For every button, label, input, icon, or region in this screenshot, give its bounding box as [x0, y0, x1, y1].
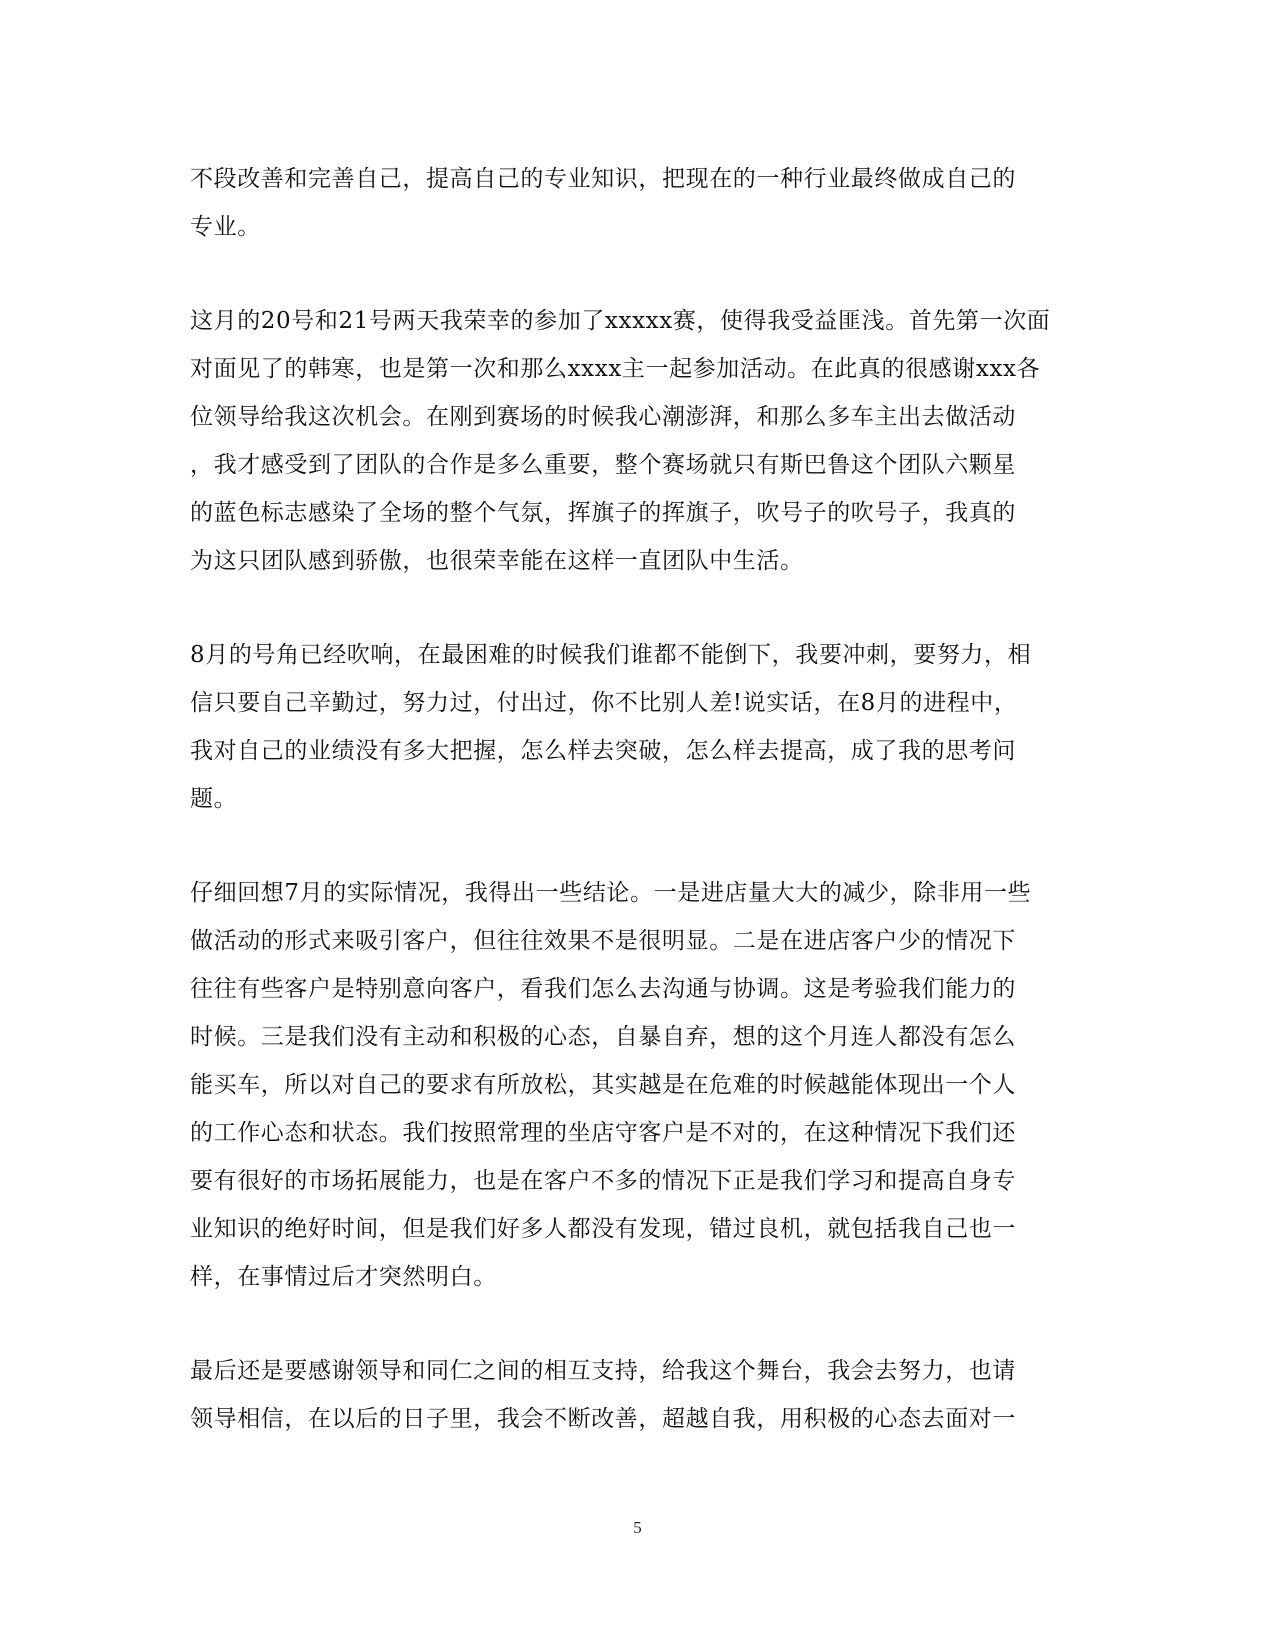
paragraph-3	[190, 631, 1070, 823]
paragraph-2	[190, 297, 1070, 585]
text-line: 时候。三是我们没有主动和积极的心态，自暴自弃，想的这个月连人都没有怎么	[190, 1024, 1016, 1050]
text-line: 仔细回想7月的实际情况，我得出一些结论。一是进店量大大的减少，除非用一些	[190, 880, 1032, 906]
paragraph-1	[190, 155, 1070, 251]
text-line: 能买车，所以对自己的要求有所放松，其实越是在危难的时候越能体现出一个人	[190, 1072, 1016, 1098]
text-line: 题。	[190, 786, 238, 812]
text-line: 专业。	[190, 214, 261, 240]
text-line: 不段改善和完善自己，提高自己的专业知识，把现在的一种行业最终做成自己的	[190, 166, 1016, 192]
text-line: 这月的20号和21号两天我荣幸的参加了xxxxx赛，使得我受益匪浅。首先第一次面	[190, 308, 1051, 334]
text-line: 我对自己的业绩没有多大把握，怎么样去突破，怎么样去提高，成了我的思考问	[190, 738, 1016, 764]
page-number: 5	[633, 1518, 642, 1537]
text-line: 为这只团队感到骄傲，也很荣幸能在这样一直团队中生活。	[190, 548, 804, 574]
text-line: 业知识的绝好时间，但是我们好多人都没有发现，错过良机，就包括我自己也一	[190, 1216, 1016, 1242]
paragraph-5	[190, 1347, 1070, 1443]
text-line: 要有很好的市场拓展能力，也是在客户不多的情况下正是我们学习和提高自身专	[190, 1168, 1016, 1194]
text-line: 对面见了的韩寒，也是第一次和那么xxxx主一起参加活动。在此真的很感谢xxx各	[190, 356, 1041, 382]
text-line: 的蓝色标志感染了全场的整个气氛，挥旗子的挥旗子，吹号子的吹号子，我真的	[190, 500, 1016, 526]
text-line: 领导相信，在以后的日子里，我会不断改善，超越自我，用积极的心态去面对一	[190, 1406, 1016, 1432]
text-line: 位领导给我这次机会。在刚到赛场的时候我心潮澎湃，和那么多车主出去做活动	[190, 404, 1016, 430]
text-line: ，我才感受到了团队的合作是多么重要，整个赛场就只有斯巴鲁这个团队六颗星	[190, 452, 1016, 478]
text-line: 最后还是要感谢领导和同仁之间的相互支持，给我这个舞台，我会去努力，也请	[190, 1358, 1016, 1384]
text-line: 做活动的形式来吸引客户，但往往效果不是很明显。二是在进店客户少的情况下	[190, 928, 1016, 954]
text-line: 的工作心态和状态。我们按照常理的坐店守客户是不对的，在这种情况下我们还	[190, 1120, 1016, 1146]
text-line: 8月的号角已经吹响，在最困难的时候我们谁都不能倒下，我要冲刺，要努力，相	[190, 642, 1032, 668]
document-body	[190, 155, 1070, 1489]
text-line: 样，在事情过后才突然明白。	[190, 1264, 497, 1290]
paragraph-4	[190, 869, 1070, 1301]
text-line: 信只要自己辛勤过，努力过，付出过，你不比别人差!说实话，在8月的进程中，	[190, 690, 1018, 716]
text-line: 往往有些客户是特别意向客户，看我们怎么去沟通与协调。这是考验我们能力的	[190, 976, 1016, 1002]
